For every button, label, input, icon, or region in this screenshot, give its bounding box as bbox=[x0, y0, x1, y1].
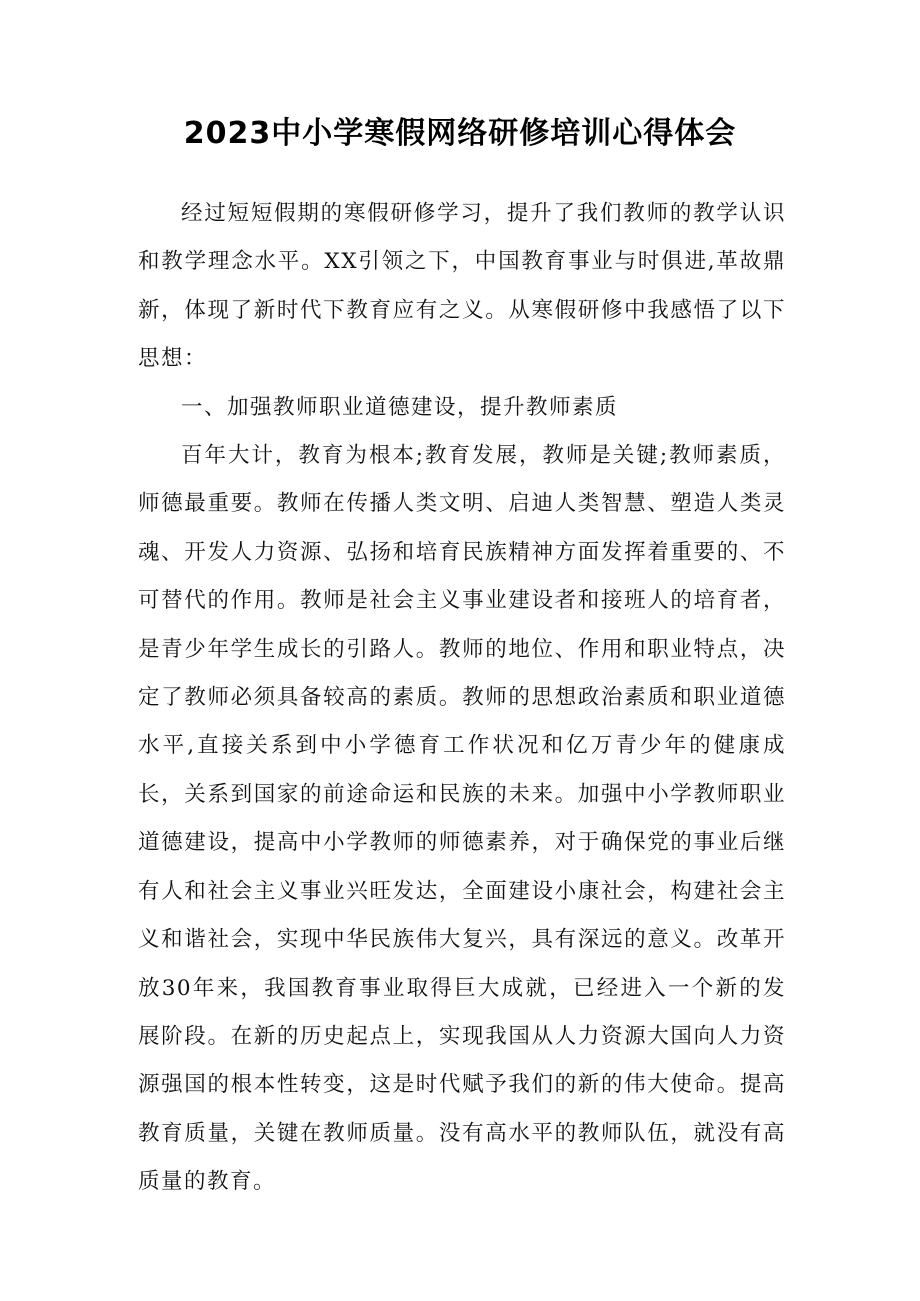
document-title: 2023中小学寒假网络研修培训心得体会 bbox=[183, 116, 737, 151]
section-heading: 一、加强教师职业道德建设，提升教师素质 bbox=[181, 394, 619, 420]
body-paragraph: 百年大计，教育为根本;教育发展，教师是关键;教师素质，师德最重要。教师在传播人类文明、启迪人类智慧、塑造人类灵魂、开发人力资源、弘扬和培育民族精神方面发挥着重要的、不可替代的作用。教师是社会主义事业建设者和接班人的培育者，是青少年学生成长的引路人。教师的地位、作用和职业特点，决定了教师必须具备较高的素质。教师的思想政治素质和职业道德水平,直接关系到中小学德育工作状况和亿万青少年的健康成长，关系到国家的前途命运和民族的未来。加强中小学教师职业道德建设，提高中小学教师的师德素养，对于确保党的事业后继有人和社会主义事业兴旺发达，全面建设小康社会，构建社会主义和谐社会，实现中华民族伟大复兴，具有深远的意义。改革开放30年来，我国教育事业取得巨大成就，已经进入一个新的发展阶段。在新的历史起点上，实现我国从人力资源大国向人力资源强国的根本性转变，这是时代赋予我们的新的伟大使命。提高教育质量，关键在教师质量。没有高水平的教师队伍，就没有高质量的教育。 bbox=[138, 443, 786, 1195]
document-body bbox=[138, 190, 786, 1207]
intro-paragraph: 经过短短假期的寒假研修学习，提升了我们教师的教学认识和教学理念水平。XX引领之下，中国教育事业与时俱进,革故鼎新，体现了新时代下教育应有之义。从寒假研修中我感悟了以下思想： bbox=[138, 201, 786, 372]
